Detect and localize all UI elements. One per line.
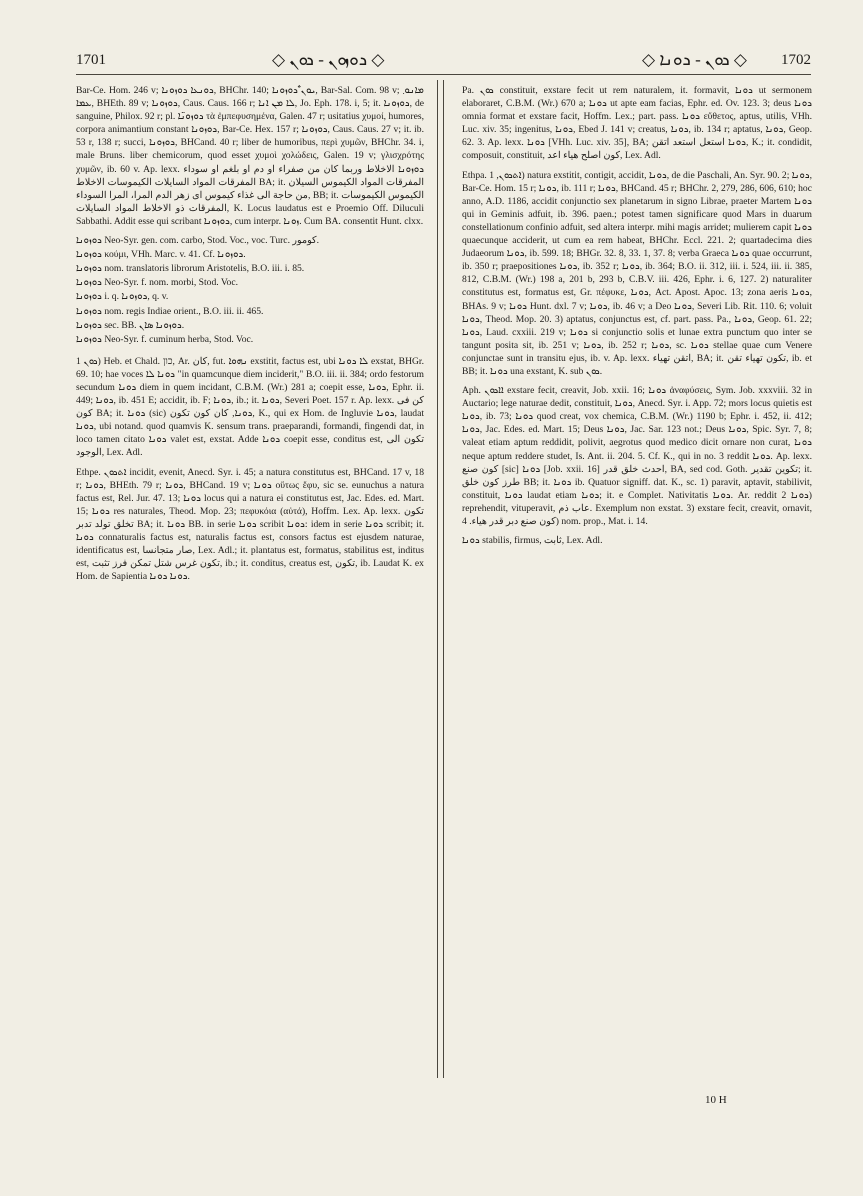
entry-ethpe: Ethpe. ܐܬܖܘܢ incidit, evenit, Anecd. Syr. i. 45; a natura constitutus est, BHCand. 17 v, 18 r; ܖܘܢܐ, BHEth. 79 r; ܖܘܢܐ, BHCand. 19 v; ܖܘܢܐ οὕτως ἔφυ, sic se. eunuchus a natura factus est, Rel. Jur. 47. 13; ܖܘܢܐ locus qui a natura ei constitutus est, Jac. Edes. ed. Mart. 15; ܖܘܢܐ res naturales, Theod. Mop. 23; πεφυκόια (αὐτά), Hoffm. Lex. Ap. lexx. تكون تخلق تولد تدبر BA; it. ܖܘܢܐ BB. in serie ܖܘܢܐ scribit ܖܘܢܐ: idem in serie ܖܘܢܐ scribit; it. ܖܘܢܐ connaturalis factus est, naturalis factus est, consors factus est ejusdem naturae, identificatus est, صار متجانسا, Lex. Adl.; it. plantatus est, formatus, stabilitus est, inditus est, تكون غرس شتل تمكن فرز تثبت, ib.; it. conditus, creatus est, تكون, ib. Laudat K. ex Hom. de Sapientia ܖܘܢܐ ܖܘܢܐ. [76,466,424,583]
entry-koumi: ܖܘܙܘܢܐ κούμι, VHh. Marc. v. 41. Cf. ܖܘܙܘܢܐ. [76,249,246,261]
entry-gap [76,347,424,355]
entry-cuminum: ܖܘܙܘܢܐ Neo-Syr. f. cuminum herba, Stod. Voc. [76,333,254,345]
entry-continuation: Bar-Ce. Hom. 246 v; ܖܘܢܥܐ ܖܘܙܘܢܐ, BHChr. 140; ܝܘܢ̐ ܖܘܙܘܢܐ, Bar-Sal. Com. 98 v; ܡܐܢܘ܂ ܥܡܐ, BHEth. 89 v; ܖܘܙܘܢܐ, Caus. Caus. 166 r; ܠܐ ܡܢ ܐܢܐ, Jo. Eph. 178. i, 5; it. ܖܘܙܘܢܐ, de sanguine, Philox. 92 r; pl. ܖܘܙܘܢ̈ܐ τὰ ἐμπεφυσημένα, Galen. 47 r; usitatius χυμοί, humores, corpora animantium constant ܖܘܙܘܢܐ, Bar-Ce. Hex. 157 r; ܖܘܙܘܢܐ, Caus. Caus. 27 v; it. ib. 53 r, 138 r; succi, ܖܘܙܘܢܐ, BHCand. 40 r; liber de humoribus, περὶ χυμῶν, BHChr. 34. i, male Bruns. liber chemicorum, quod esset χυμοὶ χολώδεις, Galen. 19 v; γλισχρότης χυμῶν, ib. 60 v. Ap. lexx. ܖܘܙܘܢܐ الاخلاط وربما كان من صفراء او دم او بلغم او سوداء المفرقات المواد السايلات الكيموسات الاخلاط BA; it. المفرقات المواد الكيموس السيلان من حاجة الى غذاء كيموس اى زهر الدم المرا، المرا السوداء, BB; it. الكيموس الكيموسات المفرقات ذو الاخلاط المواد السايلات, K. Locus laudatus est e Proemio Off. Diluculi Sabbathi. Addit esse qui scribant ܖܘܙܘܢܐ, cum interpr. ܙܘܢܐ. Cum BA. consentit Hunt. clxx. [76,85,424,227]
entry-rex-indiae: ܖܘܙܘܢܐ nom. regis Indiae orient., B.O. iii. ii. 465. [76,305,264,317]
running-head-left: ◇ ܖܘܙܘܢ - ܖܘܢ ◇ [272,50,385,69]
entry-kwn: ܖܘܢ 1) Heb. et Chald. כון, Ar. كان, fut. ܢܗܘܐ exstitit, factus est, ubi ܠܐ ܖܘܢܐ exstat, BHGr. 69. 10; hae voces ܖܘܢܐ ܠܐ "in quamcunque diem inciderit," B.O. iii. ii. 384; ordo festorum secundum ܖܘܢܐ diem in quem incidant, C.B.M. (Wr.) 281 a; coepit esse, ܖܘܢܐ, Ephr. ii. 449; ܖܘܢܐ, ib. 451 E; accidit, ib. F; ܖܘܢܐ, ib.; it. ܖܘܢܐ, Severi Poet. 157 r. Ap. lexx. كن فى كون BA; it. ܖܘܢܐ (sic) ܖܘܢܐ, كان كون تكون, K., qui ex Hom. de Ingluvie ܖܘܢܐ, laudat ܖܘܢܐ, ubi notand. quod quamvis K. sensum trans. praeparandi, formandi, fingendi dat, in loco tamen citato ܖܘܢܐ valet est, exstat. Adde ܖܘܢܐ coepit esse, conditus est, تكون الى الوجود, Lex. Adl. [76,355,424,459]
page-header [76,48,811,74]
running-head-right: ◇ ܖܘܢ - ܖܘܢܐ ◇ [642,50,747,69]
header-rule [76,74,811,75]
page-number-left: 1701 [76,52,106,68]
entry-stabilis: ܖܘܢܐ stabilis, firmus, ثابت, Lex. Adl. [462,535,603,547]
entry-iq: ܖܘܙܘܢܐ i. q. ܖܘܙܘܢܐ, q. v. [76,291,169,303]
column-divider [437,80,444,1078]
entry-morbus: ܖܘܙܘܢܐ Neo-Syr. f. nom. morbi, Stod. Voc. [76,277,239,289]
entry-aph: Aph. ܐܐܖܘܢ exstare fecit, creavit, Job. xxii. 16; ܖܘܢܐ ἀναφύσεις, Sym. Job. xxxviii. 32 in Auctario; lege naturae dedit, constituit, ܖܘܢܐ, Anecd. Syr. i. App. 72; mors locus quietis est ܖܘܢܐ, ib. 73; ܖܘܢܐ quod creat, vox chemica, C.B.M. (Wr.) 1190 b; Ephr. i. 452, ii. 412; ܖܘܢܐ, Jac. Edes. ed. Mart. 15; Deus ܖܘܢܐ, Jac. Sar. 123 not.; Deus ܖܘܢܐ, Spic. Syr. 7, 8; valeat etiam aptum reddidit, polivit, aegrotus quod medico dicit ornare non curat, ܖܘܢܐ neque aptum reddere studet, Is. Ant. ii. 204. 5. Cf. K., qui in no. 3 reddit ܖܘܢܐ. Ap. lexx. كون صنع [sic] ܖܘܢܐ [Job. xxii. 16] احدث خلق قدر, BA, sed cod. Goth. تكوين تقدير; it. طرز كون خلق BB; it. ܖܘܢܐ ib. Quatuor signiff. dat. K., sc. 1) paravit, aptavit, stabilivit, constituit, ܖܘܢܐ laudat etiam ܖܘܢܐ; it. e Complet. Nativitatis ܖܘܢܐ. Ar. reddit ܖܘܢܐ 2) reprehendit, vituperavit, عاب ذم. Exemplum non exstat. 3) exstare fecit, creavit, ornavit, كون صنع دبر قدر هياء. 4) nom. prop., Mat. i. 14. [462,385,812,527]
signature-mark: 10 H [705,1094,727,1106]
entry-sec-bb: ܖܘܙܘܢܐ sec. BB. ܖܘܙܘܢܐ ܣܐܢ. [76,319,185,331]
right-column [462,84,812,1074]
entry-ethpa: Ethpa. ܐܬܖܘܢ, 1) natura exstitit, contigit, accidit, ܖܘܢܐ, de die Paschali, An. Syr. 90. 2; ܖܘܢܐ, Bar-Ce. Hom. 15 r; ܖܘܢܐ, ib. 111 r; ܖܘܢܐ, BHCand. 45 r; BHChr. 2, 279, 286, 606, 610; hoc anno, A.D. 1186, accidit conjunctio sex planetarum in signo Librae, praeter Martem ܖܘܢܐ qui in Geminis adfuit, ib. 396. paen.; potest tamen significare quod Mars in duarum constellationum confinio adfuit, sed altera interpr. mihi magis arridet; mulierem capit ܖܘܢܐ quaecunque acciderit, ut cum ea rem habeat, BHChr. Eccl. 221. 2; quartadecima dies Judaeorum ܖܘܢܐ, ib. 599. 18; BHGr. 32. 8, 33. 1, 37. 8; verba Graeca ܖܘܢܐ quae occurrunt, ib. 350 r; praepositiones ܖܘܢܐ, ib. 352 r; ܖܘܢܐ, ib. 364; B.O. ii. 312, iii. i. 524, iii. ii. 385, 812, C.B.M. (Wr.) 198 a, 201 b, 293 b, C.B.V. iii. 426, Ephr. i. 6, 127. 2) naturaliter constitutus est, formatus est, Gr. πέφυκε, ܖܘܢܐ, Act. Apost. Apoc. 13; zona aeris ܖܘܢܐ, BHAs. 9 v; ܖܘܢܐ Hunt. dxl. 7 v; ܖܘܢܐ, ib. 46 v; a Deo ܖܘܢܐ, Severi Lib. Rit. 110. 6; voluit ܖܘܢܐ, Theod. Mop. 20. 3) aptatus, conjunctus est, cf. part. pass. Pa., ܖܘܢܐ, Geop. 61. 22; ܖܘܢܐ, Laud. cxxiii. 219 v; ܖܘܢܐ si conjunctio solis et lunae extra punctum quo inter se tangunt posita sit, ib. 251 v; ܖܘܢܐ, ib. 252 r; ܖܘܢܐ, sc. ܖܘܢܐ stellae quae cum Venere conjunctae sunt in transitu ejus, ib. v. Ap. lexx. اتقن تهياء, BA; it. تكون تهياء تقن, ib. et BB; it. ܖܘܢܐ una exstant, K. sub ܖܘܢ. [462,169,812,377]
entry-carbo: ܖܘܙܘܢܐ Neo-Syr. gen. com. carbo, Stod. Voc., voc. Turc. کومور. [76,235,320,247]
entry-pa: Pa. ܖܘܢ constituit, exstare fecit ut rem naturalem, it. formavit, ܖܘܢܐ ut sermonem elaboraret, C.B.M. (Wr.) 670 a; ܖܘܢܐ ut apte eam facias, Ephr. ed. Ov. 123. 3; deus ܖܘܢܐ omnia format et exstare facit, Hoffm. Lex.; part. pass. ܖܘܢܐ εὔθετος, aptus, utilis, VHh. Luc. xiv. 35; ingenitus, ܖܘܢܐ, Ebed J. 141 v; creatus, ܖܘܢܐ, ib. 134 r; aptatus, ܖܘܢܐ, Geop. 62. 3. Ap. lexx. ܖܘܢܐ [VHh. Luc. xiv. 35], BA; ܖܘܢܐ استعل استعد اتقن, K.; it. condidit, composuit, constituit, كون اصلح هياء اعد, Lex. Adl. [462,85,812,162]
page-number-right: 1702 [781,52,811,68]
entry-translator: ܖܘܙܘܢܐ nom. translatoris librorum Aristotelis, B.O. iii. i. 85. [76,263,305,275]
left-column [76,84,424,1074]
